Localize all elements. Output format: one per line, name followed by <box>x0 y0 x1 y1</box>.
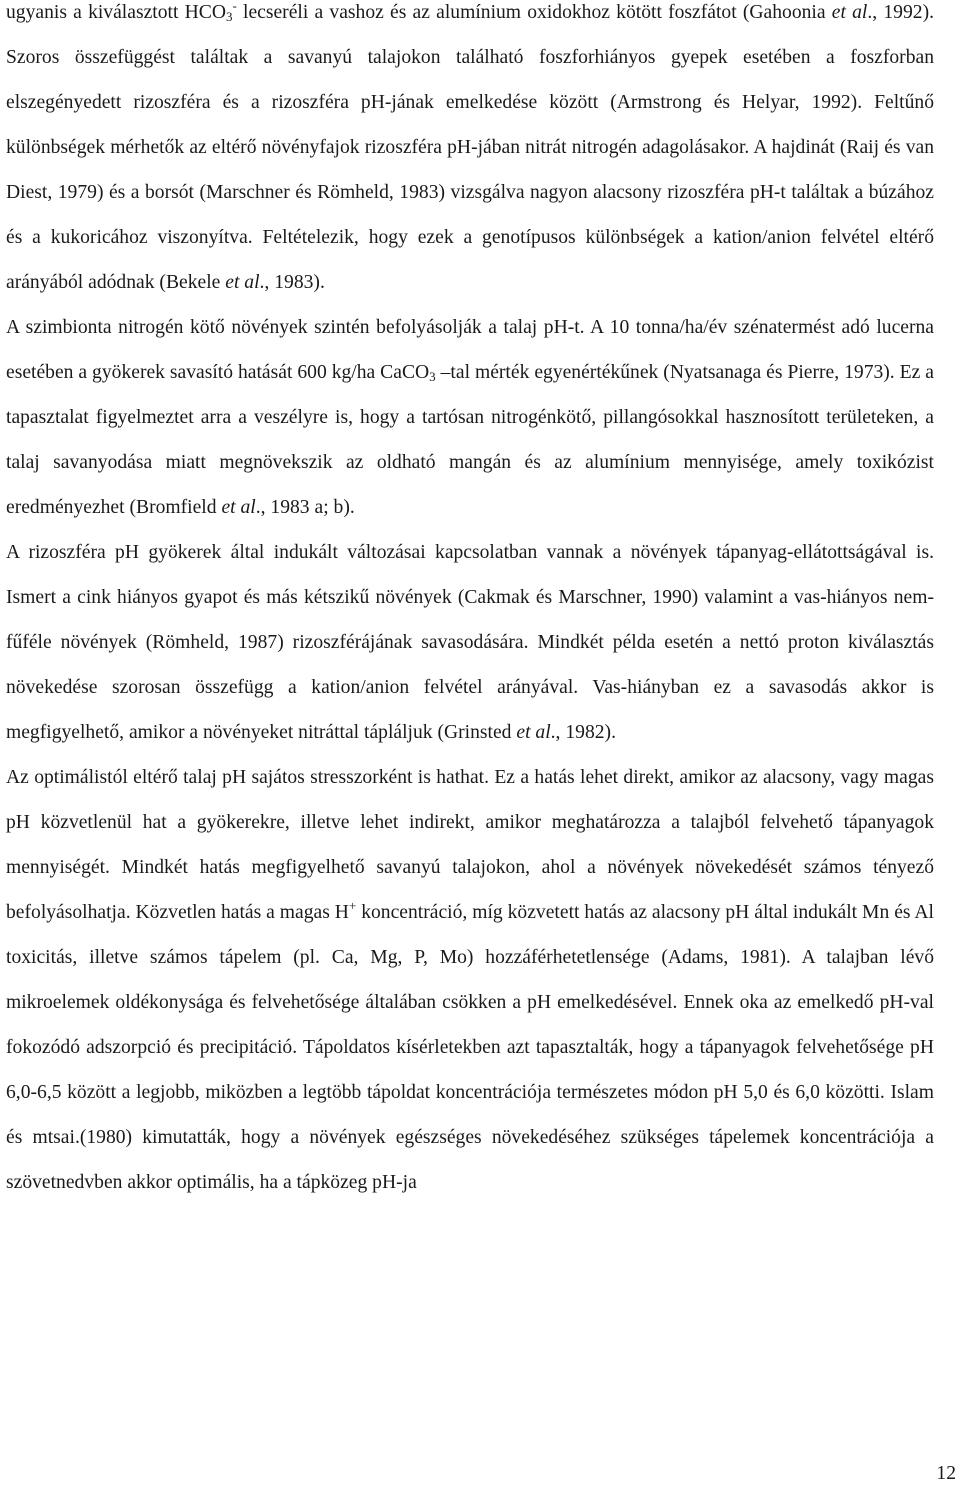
paragraph-1 <box>6 0 934 305</box>
italic-run: et al <box>516 722 551 743</box>
text-run: ., 1983 a; b). <box>255 497 355 518</box>
text-run: lecseréli a vashoz és az alumínium oxidokhoz kötött foszfátot (Gahoonia <box>236 2 832 23</box>
text-run: A szimbionta nitrogén kötő növények szintén befolyásolják a talaj pH-t. A 10 tonna/ha/év szénatermést adó lucerna esetében a gyökerek savasító hatását 600 kg/ha CaCO <box>6 317 934 383</box>
subscript-run: 3 <box>225 9 233 24</box>
document-page <box>6 0 934 1205</box>
superscript-run: - <box>232 0 237 13</box>
page-number: 12 <box>936 1463 956 1484</box>
subscript-run: 3 <box>429 369 436 384</box>
italic-run: et al <box>221 497 256 518</box>
text-run: ., 1992). Szoros összefüggést találtak a savanyú talajokon található foszforhiányos gyepek esetében a foszforban elszegényedett rizoszféra és a rizoszféra pH-jának emelkedése között (Armstrong és Helyar, 1992). Feltűnő különbségek mérhetők az eltérő növényfajok rizoszféra pH-jában nitrát nitrogén adagolásakor. A hajdinát (Raij és van Diest, 1979) és a borsót (Marschner és Römheld, 1983) vizsgálva nagyon alacsony rizoszféra pH-t találtak a búzához és a kukoricához viszonyítva. Feltételezik, hogy ezek a genotípusos különbségek a kation/anion felvétel eltérő arányából adódnak (Bekele <box>6 2 934 293</box>
text-run: A rizoszféra pH gyökerek által indukált változásai kapcsolatban vannak a növények tápanyag-ellátottságával is. Ismert a cink hiányos gyapot és más kétszikű növények (Cakmak és Marschner, 1990) valamint a vas-hiányos nem-fűféle növények (Römheld, 1987) rizoszférájának savasodására. Mindkét példa esetén a nettó proton kiválasztás növekedése szorosan összefügg a kation/anion felvétel arányával. Vas-hiányban ez a savasodás akkor is megfigyelhető, amikor a növényeket nitráttal tápláljuk (Grinsted <box>6 542 934 743</box>
paragraph-4 <box>6 755 934 1205</box>
text-run: koncentráció, míg közvetett hatás az alacsony pH által indukált Mn és Al toxicitás, illetve számos tápelem (pl. Ca, Mg, P, Mo) hozzáférhetetlensége (Adams, 1981). A talajban lévő mikroelemek oldékonysága és felvehetősége általában csökken a pH emelkedésével. Ennek oka az emelkedő pH-val fokozódó adszorpció és precipitáció. Tápoldatos kísérletekben azt tapasztalták, hogy a tápanyagok felvehetősége pH 6,0-6,5 között a legjobb, miközben a legtöbb tápoldat koncentrációja természetes módon pH 5,0 és 6,0 közötti. Islam és mtsai.(1980) kimutatták, hogy a növények egészséges növekedéséhez szükséges tápelemek koncentrációja a szövetnedvben akkor optimális, ha a tápközeg pH-ja <box>6 902 934 1193</box>
paragraph-2 <box>6 305 934 530</box>
text-run: –tal mérték egyenértékűnek (Nyatsanaga és Pierre, 1973). Ez a tapasztalat figyelmeztet arra a veszélyre is, hogy a tartósan nitrogénkötő, pillangósokkal hasznosított területeken, a talaj savanyodása miatt megnövekszik az oldható mangán és az alumínium mennyisége, amely toxikózist eredményezhet (Bromfield <box>6 362 934 518</box>
text-run: ., 1982). <box>550 722 616 743</box>
text-run: ugyanis a kiválasztott HCO <box>6 2 226 23</box>
italic-run: et al <box>831 2 868 23</box>
text-run: ., 1983). <box>259 272 325 293</box>
text-run: Az optimálistól eltérő talaj pH sajátos stresszorként is hathat. Ez a hatás lehet direkt, amikor az alacsony, vagy magas pH közvetlenül hat a gyökerekre, illetve lehet indirekt, amikor meghatározza a talajból felvehető tápanyagok mennyiségét. Mindkét hatás megfigyelhető savanyú talajokon, ahol a növények növekedését számos tényező befolyásolhatja. Közvetlen hatás a magas H <box>6 767 934 923</box>
paragraph-3 <box>6 530 934 755</box>
superscript-run: + <box>348 898 357 913</box>
italic-run: et al <box>225 272 260 293</box>
